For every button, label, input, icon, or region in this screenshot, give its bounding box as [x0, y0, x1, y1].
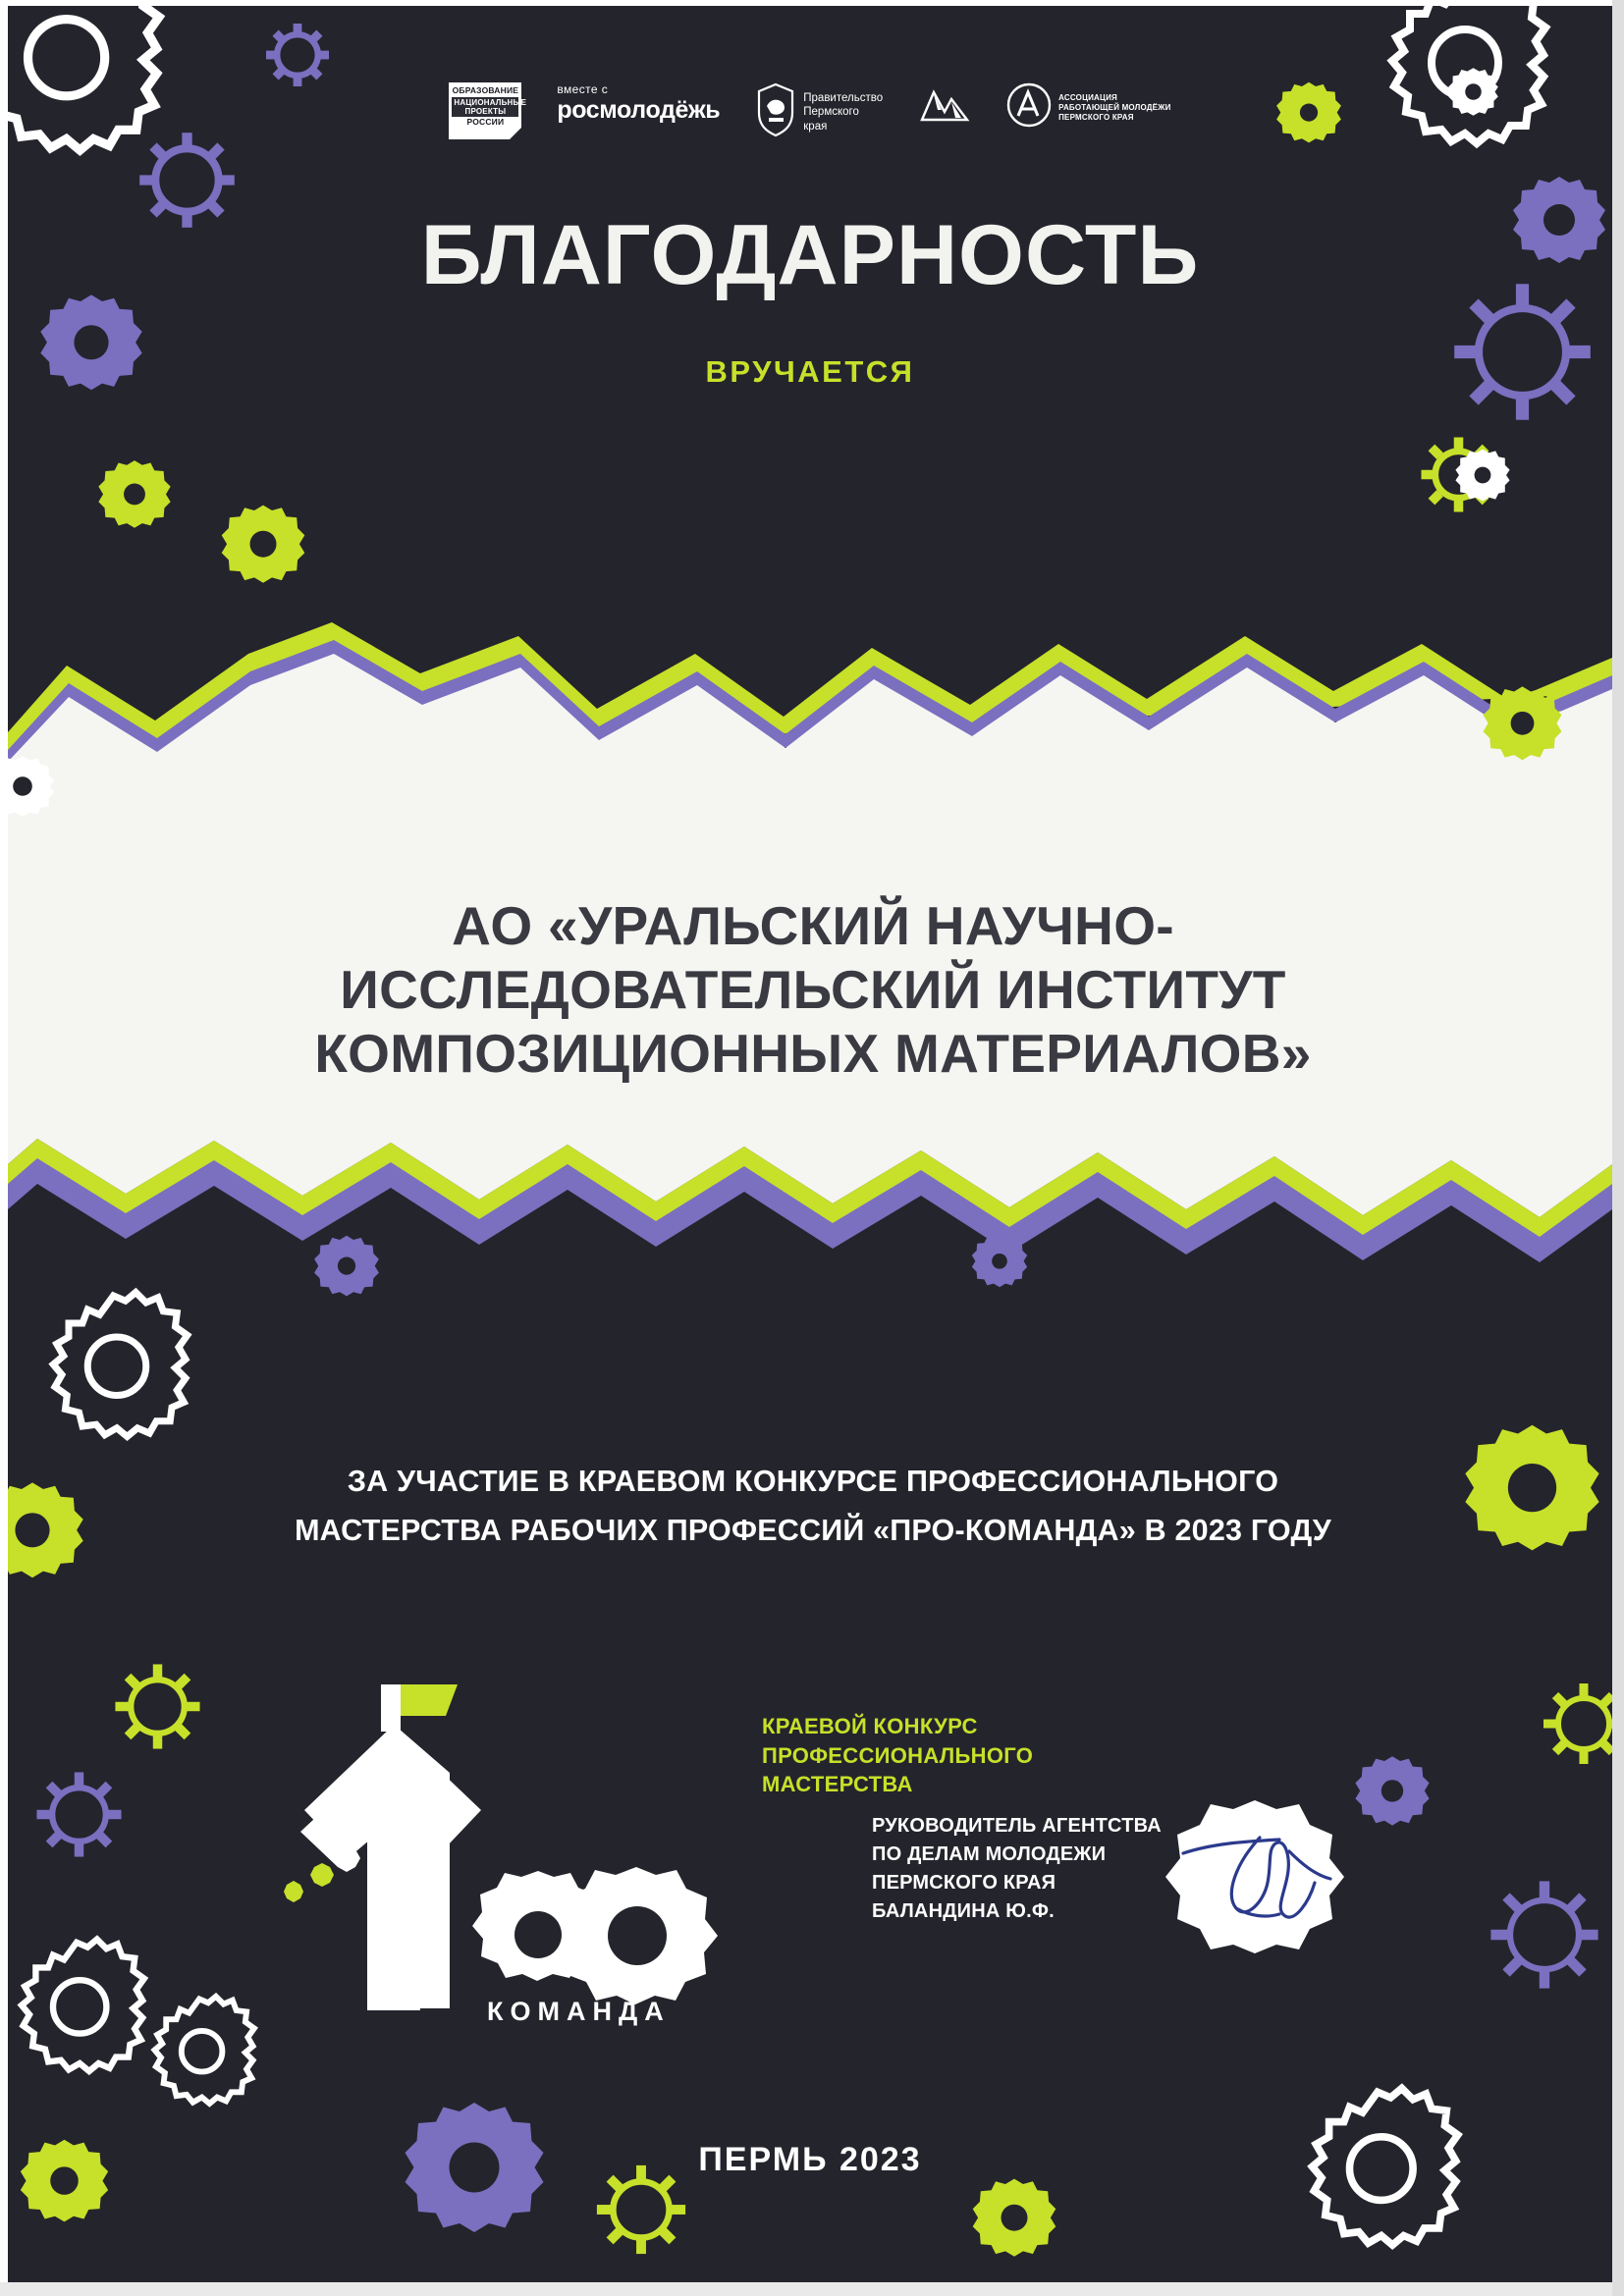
contest-caption-line1: КРАЕВОЙ КОНКУРС: [762, 1714, 978, 1738]
assoc-line3: ПЕРМСКОГО КРАЯ: [1058, 112, 1134, 122]
page-bottom-edge: [0, 2282, 1624, 2296]
gov-line3: края: [803, 120, 828, 133]
np-line2: НАЦИОНАЛЬНЫЕ ПРОЕКТЫ: [454, 97, 527, 116]
gear-decoration: [8, 1478, 86, 1586]
assoc-line1: АССОЦИАЦИЯ: [1058, 92, 1117, 102]
reason-line-2: МАСТЕРСТВА РАБОЧИХ ПРОФЕССИЙ «ПРО-КОМАНДА» В 2023 ГОДУ: [295, 1514, 1331, 1548]
signatory-line4: БАЛАНДИНА Ю.Ф.: [872, 1900, 1055, 1922]
contest-caption-line3: МАСТЕРСТВА: [762, 1772, 913, 1797]
gov-line2: Пермского: [803, 106, 859, 119]
contest-caption: [762, 1712, 1033, 1799]
komanda-wordmark: КОМАНДА: [487, 1997, 671, 2026]
gear-decoration: [27, 1763, 131, 1866]
signatory-line3: ПЕРМСКОГО КРАЯ: [872, 1872, 1056, 1894]
header-logos: [8, 82, 1612, 142]
gear-decoration: [1481, 1871, 1608, 1999]
gear-decoration: [96, 457, 173, 534]
certificate-sheet: [8, 6, 1612, 2283]
rosmolodezh-top: вместе с: [557, 82, 609, 96]
assoc-line2: РАБОТАЮЩЕЙ МОЛОДЁЖИ: [1058, 102, 1171, 112]
gear-decoration: [219, 502, 307, 590]
national-projects-logo: [449, 82, 527, 139]
recipient-name: АО «УРАЛЬСКИЙ НАУЧНО-ИССЛЕДОВАТЕЛЬСКИЙ ИНСТИТУТ КОМПОЗИЦИОННЫХ МАТЕРИАЛОВ»: [314, 895, 1312, 1084]
gear-decoration: [1535, 1675, 1612, 1773]
signatory-line1: РУКОВОДИТЕЛЬ АГЕНТСТВА: [872, 1815, 1162, 1837]
reason-line-1: ЗА УЧАСТИЕ В КРАЕВОМ КОНКУРСЕ ПРОФЕССИОНАЛЬНОГО: [347, 1465, 1279, 1498]
award-reason: [155, 1457, 1471, 1556]
agency-youth-affairs-logo: [918, 82, 971, 131]
page-right-edge: [1612, 0, 1624, 2296]
gov-line1: Правительство: [803, 91, 884, 104]
association-a-icon: [1006, 82, 1052, 133]
gear-decoration: [970, 2175, 1058, 2264]
gear-decoration: [1461, 1419, 1603, 1562]
perm-krai-government-logo: [755, 82, 883, 142]
perm-bear-coat-of-arms-icon: [755, 82, 796, 142]
signatory-line2: ПО ДЕЛАМ МОЛОДЕЖИ: [872, 1843, 1107, 1865]
gear-decoration: [1453, 446, 1512, 505]
gear-decoration: [106, 1655, 209, 1758]
contest-caption-line2: ПРОФЕССИОНАЛЬНОГО: [762, 1742, 1034, 1768]
working-youth-association-logo: [1006, 82, 1171, 133]
handwritten-signature: [1142, 1792, 1368, 1984]
rosmolodezh-wordmark: росмолодёжь: [557, 96, 721, 124]
gear-decoration: [8, 1930, 155, 2087]
association-text: [1058, 93, 1171, 123]
perm-krai-government-text: [803, 91, 883, 133]
document-title: БЛАГОДАРНОСТЬ: [420, 208, 1200, 302]
np-line1: ОБРАЗОВАНИЕ: [452, 85, 519, 95]
agency-mountain-icon: [918, 82, 971, 131]
place-and-year: ПЕРМЬ 2023: [698, 2141, 922, 2178]
pro-komanda-logo-icon: [244, 1675, 754, 2038]
gear-decoration: [27, 1282, 199, 1454]
signatory-block: [872, 1812, 1162, 1926]
document-subtitle: ВРУЧАЕТСЯ: [705, 354, 915, 389]
np-line3: РОССИИ: [466, 117, 505, 128]
rosmolodezh-logo: [557, 82, 720, 125]
gear-decoration: [1412, 428, 1505, 521]
